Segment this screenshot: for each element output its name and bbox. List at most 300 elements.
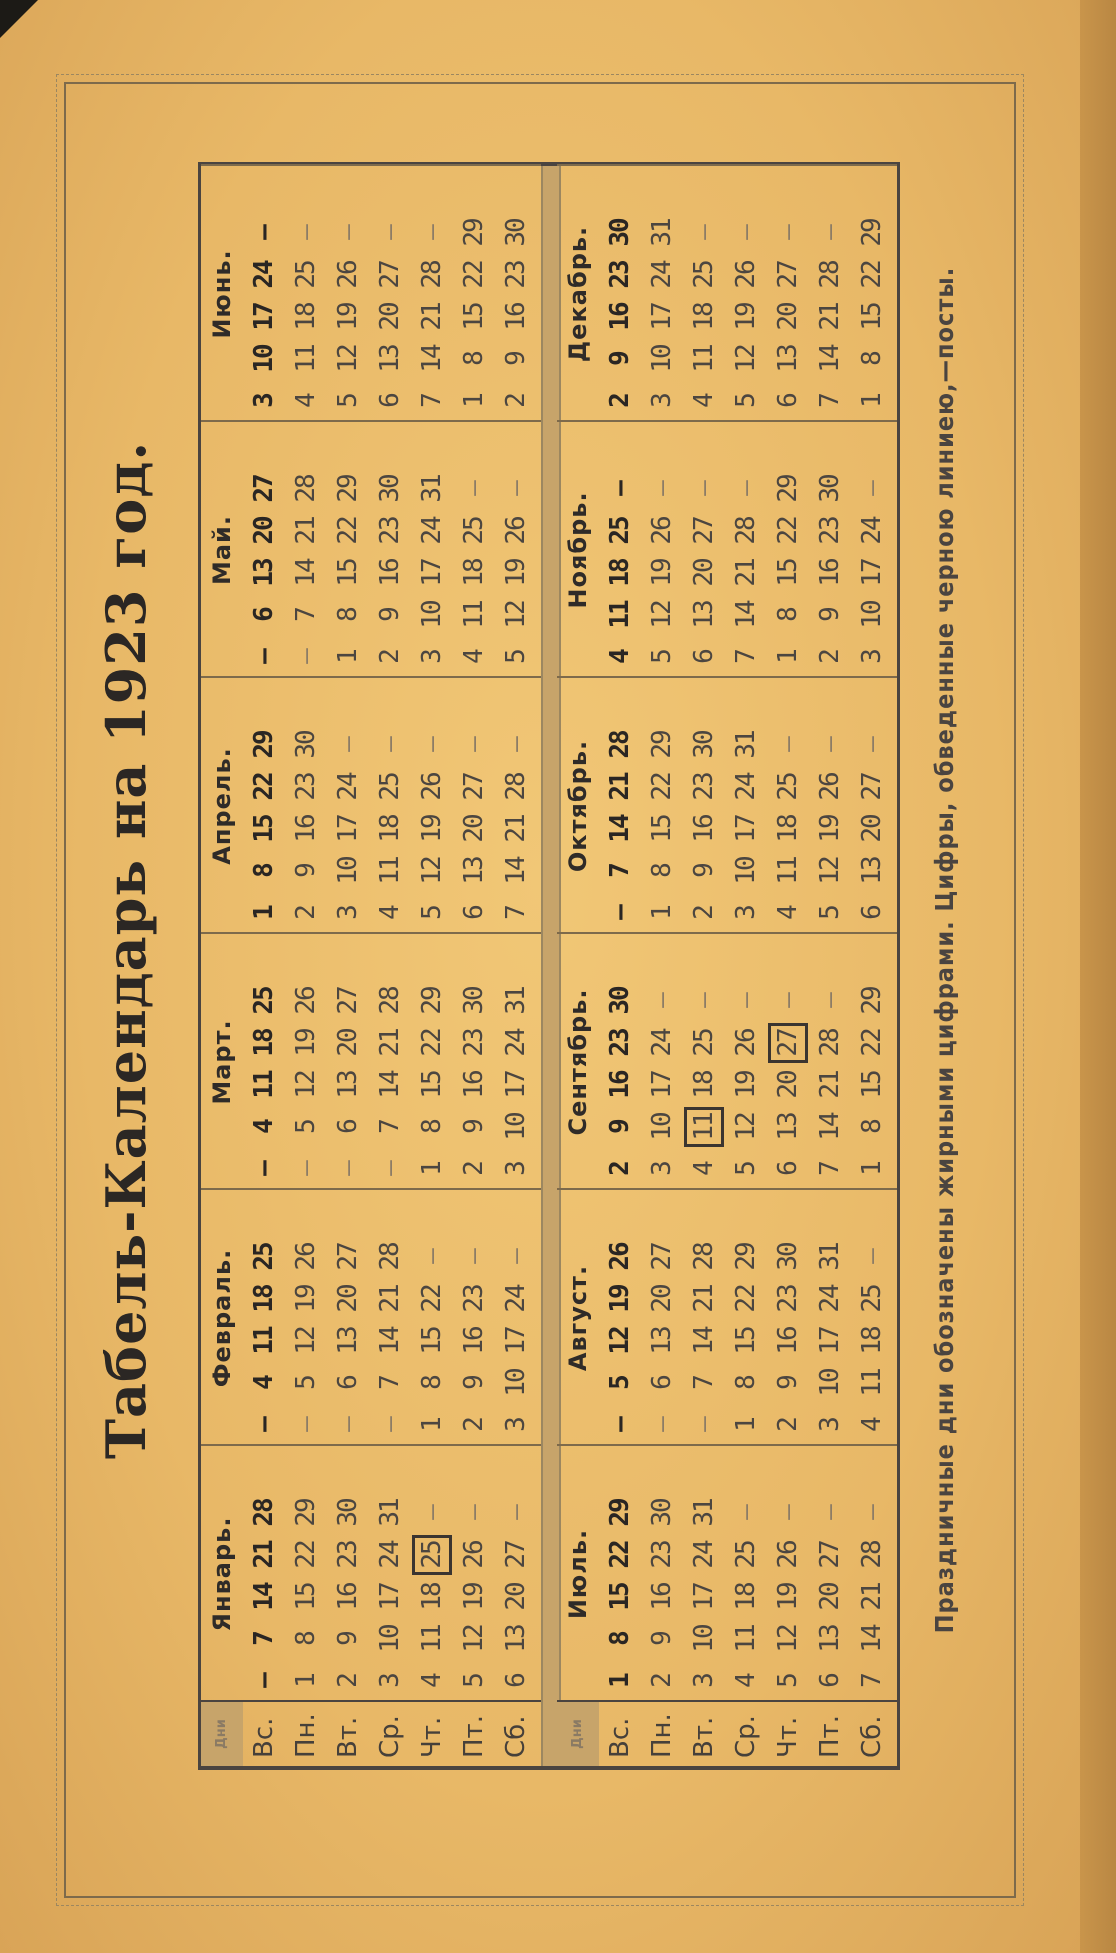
- day-cell: 6: [459, 906, 489, 920]
- day-cell: 19: [333, 303, 363, 331]
- day-cell: —: [417, 226, 447, 240]
- week-row: [809, 678, 851, 934]
- week-row: [369, 678, 411, 934]
- day-cell: 25: [249, 987, 279, 1015]
- day-cell: 10: [647, 1113, 677, 1141]
- day-cell: 3: [501, 1418, 531, 1432]
- day-cell: 12: [731, 1113, 761, 1141]
- month-name: Сентябрь.: [564, 988, 592, 1136]
- day-cell: 23: [689, 773, 719, 801]
- day-cell: 27: [689, 517, 719, 545]
- day-cell: 10: [647, 345, 677, 373]
- day-cell: —: [417, 738, 447, 752]
- day-cell: 5: [605, 1376, 635, 1390]
- week-row: [243, 1190, 285, 1446]
- day-cell: 12: [291, 1071, 321, 1099]
- day-cell: 30: [291, 731, 321, 759]
- day-cell: 24: [857, 517, 887, 545]
- day-cell: 23: [605, 1029, 635, 1057]
- weekday-label: Вт.: [689, 1716, 719, 1758]
- day-cell: 26: [459, 1541, 489, 1569]
- week-row: [851, 166, 893, 422]
- day-cell: 1: [333, 650, 363, 664]
- day-cell: 27: [375, 261, 405, 289]
- day-cell: —: [417, 1250, 447, 1264]
- month-column: [201, 932, 541, 1190]
- day-cell: —: [773, 1506, 803, 1520]
- day-cell: 3: [501, 1162, 531, 1176]
- day-cell: 11: [857, 1369, 887, 1397]
- week-row: [767, 1190, 809, 1446]
- day-cell: 15: [333, 559, 363, 587]
- week-row: [243, 166, 285, 422]
- day-cell: 7: [417, 394, 447, 408]
- day-cell: 17: [333, 815, 363, 843]
- week-row: [411, 678, 453, 934]
- day-cell: 17: [417, 559, 447, 587]
- week-row: [453, 934, 495, 1190]
- day-cell: 4: [689, 1162, 719, 1176]
- day-cell: 18: [249, 1285, 279, 1313]
- day-cell: —: [459, 1250, 489, 1264]
- day-cell: 11: [689, 345, 719, 373]
- day-cell: 21: [815, 1071, 845, 1099]
- week-row: [851, 1190, 893, 1446]
- day-cell: 3: [731, 906, 761, 920]
- month-column: [557, 932, 897, 1190]
- week-row: [453, 166, 495, 422]
- day-cell: 23: [773, 1285, 803, 1313]
- day-cell: 12: [647, 601, 677, 629]
- day-cell: 3: [333, 906, 363, 920]
- day-cell: —: [605, 482, 635, 496]
- day-cell: —: [773, 738, 803, 752]
- month-name: Июнь.: [208, 249, 236, 339]
- week-row: [495, 934, 537, 1190]
- day-cell: 7: [375, 1376, 405, 1390]
- day-cell: 21: [249, 1541, 279, 1569]
- day-cell: 11: [249, 1071, 279, 1099]
- day-cell: 1: [459, 394, 489, 408]
- day-cell: —: [291, 226, 321, 240]
- day-cell: 1: [647, 906, 677, 920]
- day-cell: 25: [249, 1243, 279, 1271]
- day-cell: 15: [857, 1071, 887, 1099]
- day-cell: 28: [501, 773, 531, 801]
- day-cell: 16: [647, 1583, 677, 1611]
- day-cell: 11: [417, 1625, 447, 1653]
- day-cell: 16: [501, 303, 531, 331]
- day-cell: 29: [459, 219, 489, 247]
- day-cell: 23: [605, 261, 635, 289]
- day-cell: 30: [605, 987, 635, 1015]
- day-cell: 4: [731, 1674, 761, 1688]
- day-cell: 9: [459, 1376, 489, 1390]
- day-cell: 20: [773, 1071, 803, 1099]
- day-cell: 25: [731, 1541, 761, 1569]
- week-row: [599, 678, 641, 934]
- day-cell: 28: [857, 1541, 887, 1569]
- day-cell: 13: [333, 1071, 363, 1099]
- legend-note: Праздничные дни обозначены жирными цифрами. Цифры, обведенные черною линиею,—посты.: [930, 266, 959, 1634]
- day-cell: 22: [773, 517, 803, 545]
- day-cell: 9: [605, 1120, 635, 1134]
- day-cell: 10: [501, 1113, 531, 1141]
- weekday-label: Пн.: [291, 1713, 321, 1758]
- day-cell: 14: [815, 1113, 845, 1141]
- day-cell: 18: [417, 1583, 447, 1611]
- day-cell: 21: [375, 1285, 405, 1313]
- day-cell: 13: [375, 345, 405, 373]
- day-cell: 22: [291, 1541, 321, 1569]
- day-cell: 13: [815, 1625, 845, 1653]
- day-cell: 5: [731, 394, 761, 408]
- day-cell: 30: [375, 475, 405, 503]
- day-cell: 4: [605, 650, 635, 664]
- day-cell: —: [689, 1418, 719, 1432]
- day-cell: 25: [375, 773, 405, 801]
- day-cell: 7: [731, 650, 761, 664]
- day-cell: —: [647, 1418, 677, 1432]
- day-cell: —: [417, 1506, 447, 1520]
- day-cell: —: [291, 650, 321, 664]
- week-row: [285, 934, 327, 1190]
- day-cell: —: [249, 1162, 279, 1176]
- week-row: [641, 1190, 683, 1446]
- week-row: [327, 1446, 369, 1702]
- calendar-title: Табель-Календарь на 1923 год.: [94, 440, 158, 1460]
- day-cell: 27: [501, 1541, 531, 1569]
- day-cell: 9: [605, 352, 635, 366]
- day-cell: 13: [333, 1327, 363, 1355]
- day-cell: 14: [689, 1327, 719, 1355]
- day-cell: 14: [417, 345, 447, 373]
- day-cell: 6: [773, 1162, 803, 1176]
- day-cell: 7: [291, 608, 321, 622]
- day-cell: 15: [773, 559, 803, 587]
- day-cell: 31: [689, 1499, 719, 1527]
- day-cell: 21: [857, 1583, 887, 1611]
- weekday-label: Сб.: [501, 1715, 531, 1758]
- month-column: [557, 164, 897, 422]
- day-cell: 11: [773, 857, 803, 885]
- week-row: [411, 1446, 453, 1702]
- day-cell: 1: [249, 906, 279, 920]
- week-row: [683, 934, 725, 1190]
- day-cell: 6: [773, 394, 803, 408]
- day-cell: —: [375, 738, 405, 752]
- day-cell: 20: [647, 1285, 677, 1313]
- day-cell: 1: [291, 1674, 321, 1688]
- day-cell: 9: [501, 352, 531, 366]
- day-cell: 24: [249, 261, 279, 289]
- week-row: [285, 166, 327, 422]
- day-cell: 16: [815, 559, 845, 587]
- day-cell: 20: [773, 303, 803, 331]
- day-cell: 26: [333, 261, 363, 289]
- day-cell: —: [815, 994, 845, 1008]
- day-cell: 15: [417, 1327, 447, 1355]
- day-cell: 26: [815, 773, 845, 801]
- day-cell: —: [731, 1506, 761, 1520]
- day-cell: 28: [249, 1499, 279, 1527]
- day-cell: 9: [375, 608, 405, 622]
- day-cell: 27: [333, 987, 363, 1015]
- week-row: [641, 422, 683, 678]
- day-cell: —: [647, 994, 677, 1008]
- day-cell: 10: [731, 857, 761, 885]
- weekday-label: Пн.: [647, 1713, 677, 1758]
- day-cell: 1: [417, 1162, 447, 1176]
- week-row: [641, 1446, 683, 1702]
- day-cell: 2: [459, 1418, 489, 1432]
- day-cell: 24: [647, 1029, 677, 1057]
- week-row: [327, 678, 369, 934]
- day-cell: 13: [689, 601, 719, 629]
- day-cell: 29: [857, 219, 887, 247]
- day-cell: —: [815, 1506, 845, 1520]
- day-cell: 11: [249, 1327, 279, 1355]
- month-column: [201, 1188, 541, 1446]
- week-row: [453, 678, 495, 934]
- day-cell: 12: [417, 857, 447, 885]
- day-cell: 28: [815, 261, 845, 289]
- week-row: [369, 1446, 411, 1702]
- day-cell: 22: [647, 773, 677, 801]
- day-cell: 16: [333, 1583, 363, 1611]
- day-cell: 4: [291, 394, 321, 408]
- day-cell: 3: [417, 650, 447, 664]
- day-cell: 28: [417, 261, 447, 289]
- week-row: [599, 1446, 641, 1702]
- day-cell: 18: [459, 559, 489, 587]
- day-cell: —: [689, 226, 719, 240]
- day-cell: 21: [815, 303, 845, 331]
- month-column: [201, 1444, 541, 1702]
- day-cell: 2: [605, 1162, 635, 1176]
- week-row: [809, 166, 851, 422]
- day-cell: 14: [605, 815, 635, 843]
- day-cell: 10: [815, 1369, 845, 1397]
- day-cell: —: [501, 1506, 531, 1520]
- day-cell: 4: [249, 1376, 279, 1390]
- week-row: [327, 422, 369, 678]
- day-cell: —: [605, 1418, 635, 1432]
- day-cell: 25: [411, 1534, 453, 1576]
- day-cell: 20: [501, 1583, 531, 1611]
- day-cell: 8: [647, 864, 677, 878]
- day-cell: 30: [815, 475, 845, 503]
- weekday-header: Дни: [557, 1702, 599, 1766]
- week-row: [767, 1446, 809, 1702]
- day-cell: 12: [291, 1327, 321, 1355]
- day-cell: 8: [291, 1632, 321, 1646]
- day-cell: 29: [249, 731, 279, 759]
- day-cell: —: [815, 226, 845, 240]
- day-cell: 28: [291, 475, 321, 503]
- week-row: [599, 166, 641, 422]
- day-cell: 24: [647, 261, 677, 289]
- day-cell: 28: [375, 987, 405, 1015]
- day-cell: 15: [291, 1583, 321, 1611]
- day-cell: 19: [731, 1071, 761, 1099]
- day-cell: 22: [459, 261, 489, 289]
- day-cell: —: [857, 482, 887, 496]
- day-cell: 28: [689, 1243, 719, 1271]
- day-cell: 16: [459, 1071, 489, 1099]
- day-cell: 1: [857, 1162, 887, 1176]
- month-name: Январь.: [208, 1516, 236, 1632]
- day-cell: 5: [459, 1674, 489, 1688]
- month-name: Июль.: [564, 1528, 592, 1620]
- month-column: [557, 1188, 897, 1446]
- week-row: [599, 934, 641, 1190]
- day-cell: 10: [249, 345, 279, 373]
- day-cell: 1: [731, 1418, 761, 1432]
- day-cell: 18: [773, 815, 803, 843]
- weekday-label: Ср.: [731, 1715, 761, 1758]
- day-cell: 18: [291, 303, 321, 331]
- day-cell: 4: [459, 650, 489, 664]
- day-cell: 1: [605, 1674, 635, 1688]
- day-cell: 7: [501, 906, 531, 920]
- day-cell: 26: [731, 261, 761, 289]
- day-cell: 11: [605, 601, 635, 629]
- day-cell: 23: [459, 1285, 489, 1313]
- day-cell: 18: [249, 1029, 279, 1057]
- day-cell: —: [333, 1162, 363, 1176]
- day-cell: 9: [815, 608, 845, 622]
- day-cell: 20: [249, 517, 279, 545]
- day-cell: —: [689, 994, 719, 1008]
- day-cell: 9: [459, 1120, 489, 1134]
- weekday-label: Чт.: [773, 1716, 803, 1758]
- day-cell: 16: [459, 1327, 489, 1355]
- day-cell: 8: [731, 1376, 761, 1390]
- day-cell: 16: [291, 815, 321, 843]
- day-cell: 2: [375, 650, 405, 664]
- day-cell: 17: [815, 1327, 845, 1355]
- day-cell: 30: [333, 1499, 363, 1527]
- week-row: [327, 934, 369, 1190]
- day-cell: 13: [773, 345, 803, 373]
- day-cell: 17: [375, 1583, 405, 1611]
- week-row: [809, 422, 851, 678]
- week-row: [369, 934, 411, 1190]
- day-cell: 20: [333, 1029, 363, 1057]
- day-cell: 23: [375, 517, 405, 545]
- week-row: [495, 1190, 537, 1446]
- day-cell: 3: [375, 1674, 405, 1688]
- day-cell: 13: [647, 1327, 677, 1355]
- day-cell: 15: [647, 815, 677, 843]
- month-name: Декабрь.: [564, 225, 592, 363]
- day-cell: 1: [857, 394, 887, 408]
- day-cell: 25: [689, 261, 719, 289]
- day-cell: 23: [501, 261, 531, 289]
- day-cell: 8: [333, 608, 363, 622]
- day-cell: 10: [857, 601, 887, 629]
- day-cell: 5: [291, 1120, 321, 1134]
- day-cell: 5: [291, 1376, 321, 1390]
- day-cell: 22: [417, 1285, 447, 1313]
- week-row: [243, 422, 285, 678]
- day-cell: —: [459, 1506, 489, 1520]
- day-cell: —: [647, 482, 677, 496]
- day-cell: 8: [857, 352, 887, 366]
- day-cell: 14: [375, 1327, 405, 1355]
- day-cell: 29: [773, 475, 803, 503]
- day-cell: 30: [501, 219, 531, 247]
- day-cell: 18: [605, 559, 635, 587]
- day-cell: 25: [291, 261, 321, 289]
- week-row: [327, 166, 369, 422]
- day-cell: 3: [647, 394, 677, 408]
- day-cell: 14: [857, 1625, 887, 1653]
- day-cell: 15: [731, 1327, 761, 1355]
- calendar-sheet: [80, 90, 1000, 1810]
- week-row: [243, 1446, 285, 1702]
- day-cell: 12: [501, 601, 531, 629]
- week-row: [725, 422, 767, 678]
- month-column: [201, 420, 541, 678]
- week-row: [411, 422, 453, 678]
- day-cell: 19: [731, 303, 761, 331]
- week-row: [495, 166, 537, 422]
- day-cell: —: [501, 1250, 531, 1264]
- day-cell: 22: [333, 517, 363, 545]
- day-cell: 6: [249, 608, 279, 622]
- day-cell: 27: [815, 1541, 845, 1569]
- day-cell: 11: [683, 1106, 725, 1148]
- day-cell: 26: [501, 517, 531, 545]
- day-cell: 31: [647, 219, 677, 247]
- day-cell: 7: [375, 1120, 405, 1134]
- day-cell: 18: [857, 1327, 887, 1355]
- day-cell: 24: [417, 517, 447, 545]
- day-cell: —: [605, 906, 635, 920]
- month-column: [557, 676, 897, 934]
- week-row: [725, 1190, 767, 1446]
- day-cell: 30: [459, 987, 489, 1015]
- day-cell: 28: [375, 1243, 405, 1271]
- week-row: [285, 422, 327, 678]
- day-cell: 10: [333, 857, 363, 885]
- day-cell: 2: [459, 1162, 489, 1176]
- second-half-year: [557, 166, 897, 1766]
- month-name: Октябрь.: [564, 739, 592, 873]
- day-cell: —: [333, 738, 363, 752]
- day-cell: —: [857, 1506, 887, 1520]
- day-cell: 23: [291, 773, 321, 801]
- week-row: [369, 166, 411, 422]
- day-cell: 2: [689, 906, 719, 920]
- day-cell: 30: [647, 1499, 677, 1527]
- day-cell: 19: [291, 1029, 321, 1057]
- weekday-label: Пт.: [815, 1715, 845, 1758]
- week-row: [495, 422, 537, 678]
- day-cell: 5: [501, 650, 531, 664]
- day-cell: 25: [773, 773, 803, 801]
- day-cell: 5: [731, 1162, 761, 1176]
- day-cell: —: [731, 226, 761, 240]
- day-cell: 24: [731, 773, 761, 801]
- week-row: [767, 678, 809, 934]
- day-cell: 4: [417, 1674, 447, 1688]
- day-cell: 21: [731, 559, 761, 587]
- day-cell: 12: [459, 1625, 489, 1653]
- day-cell: —: [773, 994, 803, 1008]
